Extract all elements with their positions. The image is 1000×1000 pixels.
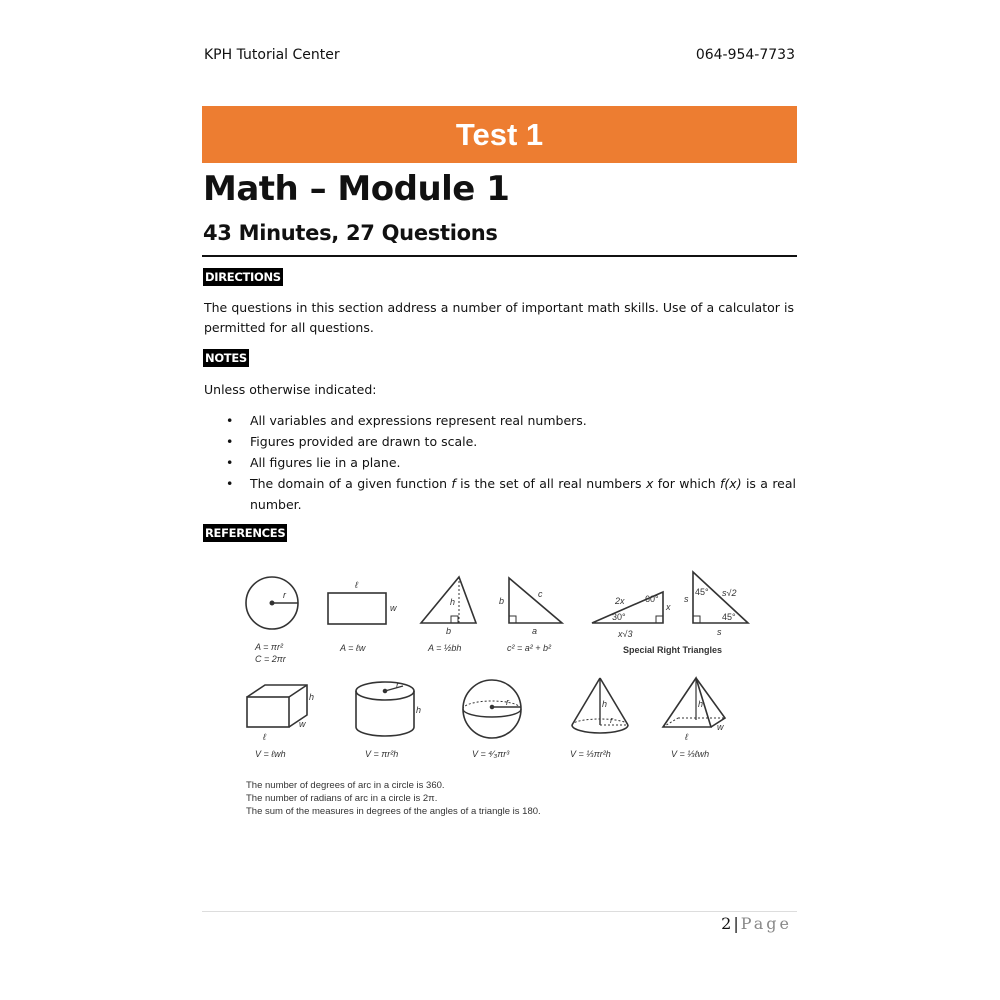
- svg-text:Special Right Triangles: Special Right Triangles: [623, 645, 723, 655]
- svg-text:h: h: [416, 705, 422, 715]
- svg-text:V = ℓwh: V = ℓwh: [255, 749, 286, 759]
- svg-text:A = ℓw: A = ℓw: [340, 643, 366, 653]
- notes-intro: Unless otherwise indicated:: [204, 382, 377, 397]
- svg-text:ℓ: ℓ: [685, 732, 688, 742]
- test-banner: [202, 106, 797, 163]
- note-item: • All figures lie in a plane.: [204, 452, 796, 473]
- svg-text:A = ½bh: A = ½bh: [428, 643, 462, 653]
- cone-figure: [570, 678, 628, 759]
- reference-fact: The number of radians of arc in a circle is 2π.: [246, 793, 438, 804]
- page-number-value: 2: [721, 914, 732, 933]
- svg-text:C = 2πr: C = 2πr: [255, 654, 286, 664]
- svg-text:h: h: [450, 597, 456, 607]
- svg-text:x√3: x√3: [618, 629, 633, 639]
- note-item: • Figures provided are drawn to scale.: [204, 431, 796, 452]
- svg-text:r: r: [506, 697, 509, 707]
- svg-text:w: w: [717, 722, 724, 732]
- svg-text:b: b: [499, 596, 505, 606]
- svg-text:c: c: [538, 589, 543, 599]
- svg-text:w: w: [390, 603, 397, 613]
- pyramid-figure: [663, 678, 725, 759]
- svg-text:h: h: [309, 692, 315, 702]
- header-organization: KPH Tutorial Center: [204, 47, 340, 63]
- page-word: Page: [740, 914, 792, 933]
- svg-text:ℓ: ℓ: [263, 732, 266, 742]
- rectangle-figure: [328, 580, 397, 653]
- circle-figure: [246, 577, 298, 664]
- svg-text:r: r: [610, 715, 613, 725]
- notes-label: NOTES: [205, 351, 247, 365]
- note-item: • The domain of a given function f is the set of all real numbers x for which f(x) is a real number.: [204, 473, 796, 515]
- svg-text:x: x: [666, 602, 671, 612]
- rectangular-box-figure: [247, 685, 314, 759]
- reference-fact: The sum of the measures in degrees of the angles of a triangle is 180.: [246, 806, 541, 817]
- svg-text:60°: 60°: [645, 594, 659, 604]
- sphere-figure: [463, 680, 521, 759]
- svg-text:r: r: [283, 590, 286, 600]
- directions-text: The questions in this section address a number of important math skills. Use of a calculator is permitted for all questions.: [204, 300, 794, 335]
- svg-text:a: a: [532, 626, 538, 636]
- svg-text:h: h: [602, 699, 608, 709]
- section-subtitle: 43 Minutes, 27 Questions: [203, 221, 498, 245]
- triangle-30-60-90: [592, 592, 671, 639]
- title-divider: [202, 255, 797, 257]
- svg-text:r: r: [396, 680, 399, 690]
- note-item: • All variables and expressions represent real numbers.: [204, 410, 796, 431]
- svg-text:A = πr²: A = πr²: [255, 642, 283, 652]
- svg-text:b: b: [446, 626, 452, 636]
- triangle-45-45-90: [623, 572, 748, 655]
- reference-fact: The number of degrees of arc in a circle is 360.: [246, 780, 445, 791]
- svg-text:V = ⅓ℓwh: V = ⅓ℓwh: [671, 749, 710, 759]
- svg-text:V = ⁴⁄₃πr³: V = ⁴⁄₃πr³: [472, 749, 510, 759]
- right-triangle-figure: [499, 578, 562, 653]
- svg-text:s√2: s√2: [722, 588, 737, 598]
- section-title: Math – Module 1: [203, 169, 510, 209]
- svg-text:V = ⅓πr²h: V = ⅓πr²h: [570, 749, 611, 759]
- page-number: [721, 914, 792, 933]
- footer-divider: [202, 911, 797, 912]
- svg-text:V = πr²h: V = πr²h: [365, 749, 399, 759]
- svg-text:s: s: [717, 627, 722, 637]
- reference-facts: [246, 779, 541, 818]
- svg-text:s: s: [684, 594, 689, 604]
- svg-text:45°: 45°: [722, 612, 736, 622]
- references-label: REFERENCES: [205, 526, 286, 540]
- svg-text:45°: 45°: [695, 587, 709, 597]
- svg-text:h: h: [698, 699, 704, 709]
- cylinder-figure: [356, 680, 421, 759]
- page-separator: |: [733, 914, 739, 933]
- directions-label: DIRECTIONS: [205, 270, 281, 284]
- svg-text:30°: 30°: [612, 612, 626, 622]
- header-phone: 064-954-7733: [695, 47, 795, 63]
- svg-text:c² = a² + b²: c² = a² + b²: [507, 643, 552, 653]
- svg-text:2x: 2x: [615, 596, 625, 606]
- notes-list: [204, 410, 796, 515]
- svg-text:ℓ: ℓ: [355, 580, 358, 590]
- svg-text:w: w: [299, 719, 306, 729]
- banner-title: Test 1: [455, 116, 544, 152]
- triangle-figure: [421, 577, 476, 653]
